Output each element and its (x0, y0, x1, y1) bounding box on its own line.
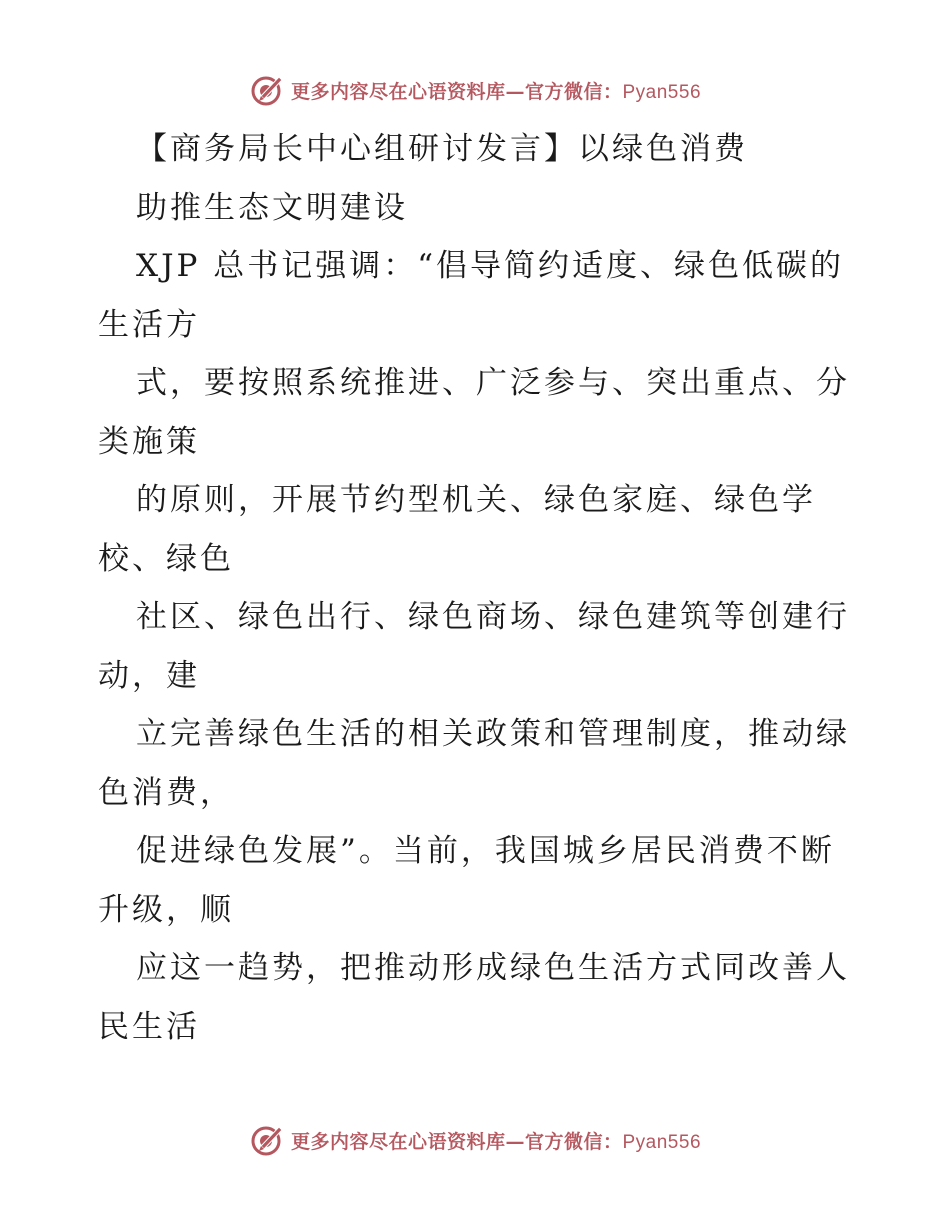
text-line: 立完善绿色生活的相关政策和管理制度，推动绿 (136, 716, 850, 752)
footer-watermark-text: 更多内容尽在心语资料库—官方微信：Pyan556 (290, 1130, 702, 1153)
header-watermark-text: 更多内容尽在心语资料库—官方微信：Pyan556 (290, 80, 702, 103)
header-watermark-banner (0, 70, 950, 110)
text-line: 应这一趋势，把推动形成绿色生活方式同改善人 (136, 950, 850, 986)
document-body (98, 120, 858, 1056)
text-line: 类施策 (98, 423, 200, 460)
text-line: 色消费， (98, 774, 234, 811)
text-line: 社区、绿色出行、绿色商场、绿色建筑等创建行 (136, 599, 850, 635)
text-line: 助推生态文明建设 (136, 189, 408, 226)
text-line: 的原则，开展节约型机关、绿色家庭、绿色学 (136, 482, 816, 518)
text-line: 式，要按照系统推进、广泛参与、突出重点、分 (136, 365, 850, 401)
text-line: 动，建 (98, 657, 200, 694)
pen-logo-icon (249, 1122, 285, 1158)
text-line: 校、绿色 (98, 540, 234, 577)
text-line: 升级，顺 (98, 891, 234, 928)
text-line: XJP 总书记强调：“倡导简约适度、绿色低碳的 (136, 248, 845, 284)
text-line: 民生活 (98, 1008, 200, 1045)
pen-logo-icon (249, 72, 285, 108)
text-line: 【商务局长中心组研讨发言】以绿色消费 (136, 131, 748, 167)
footer-watermark-banner (0, 1120, 950, 1160)
text-line: 促进绿色发展”。当前，我国城乡居民消费不断 (136, 833, 835, 869)
text-line: 生活方 (98, 306, 200, 343)
